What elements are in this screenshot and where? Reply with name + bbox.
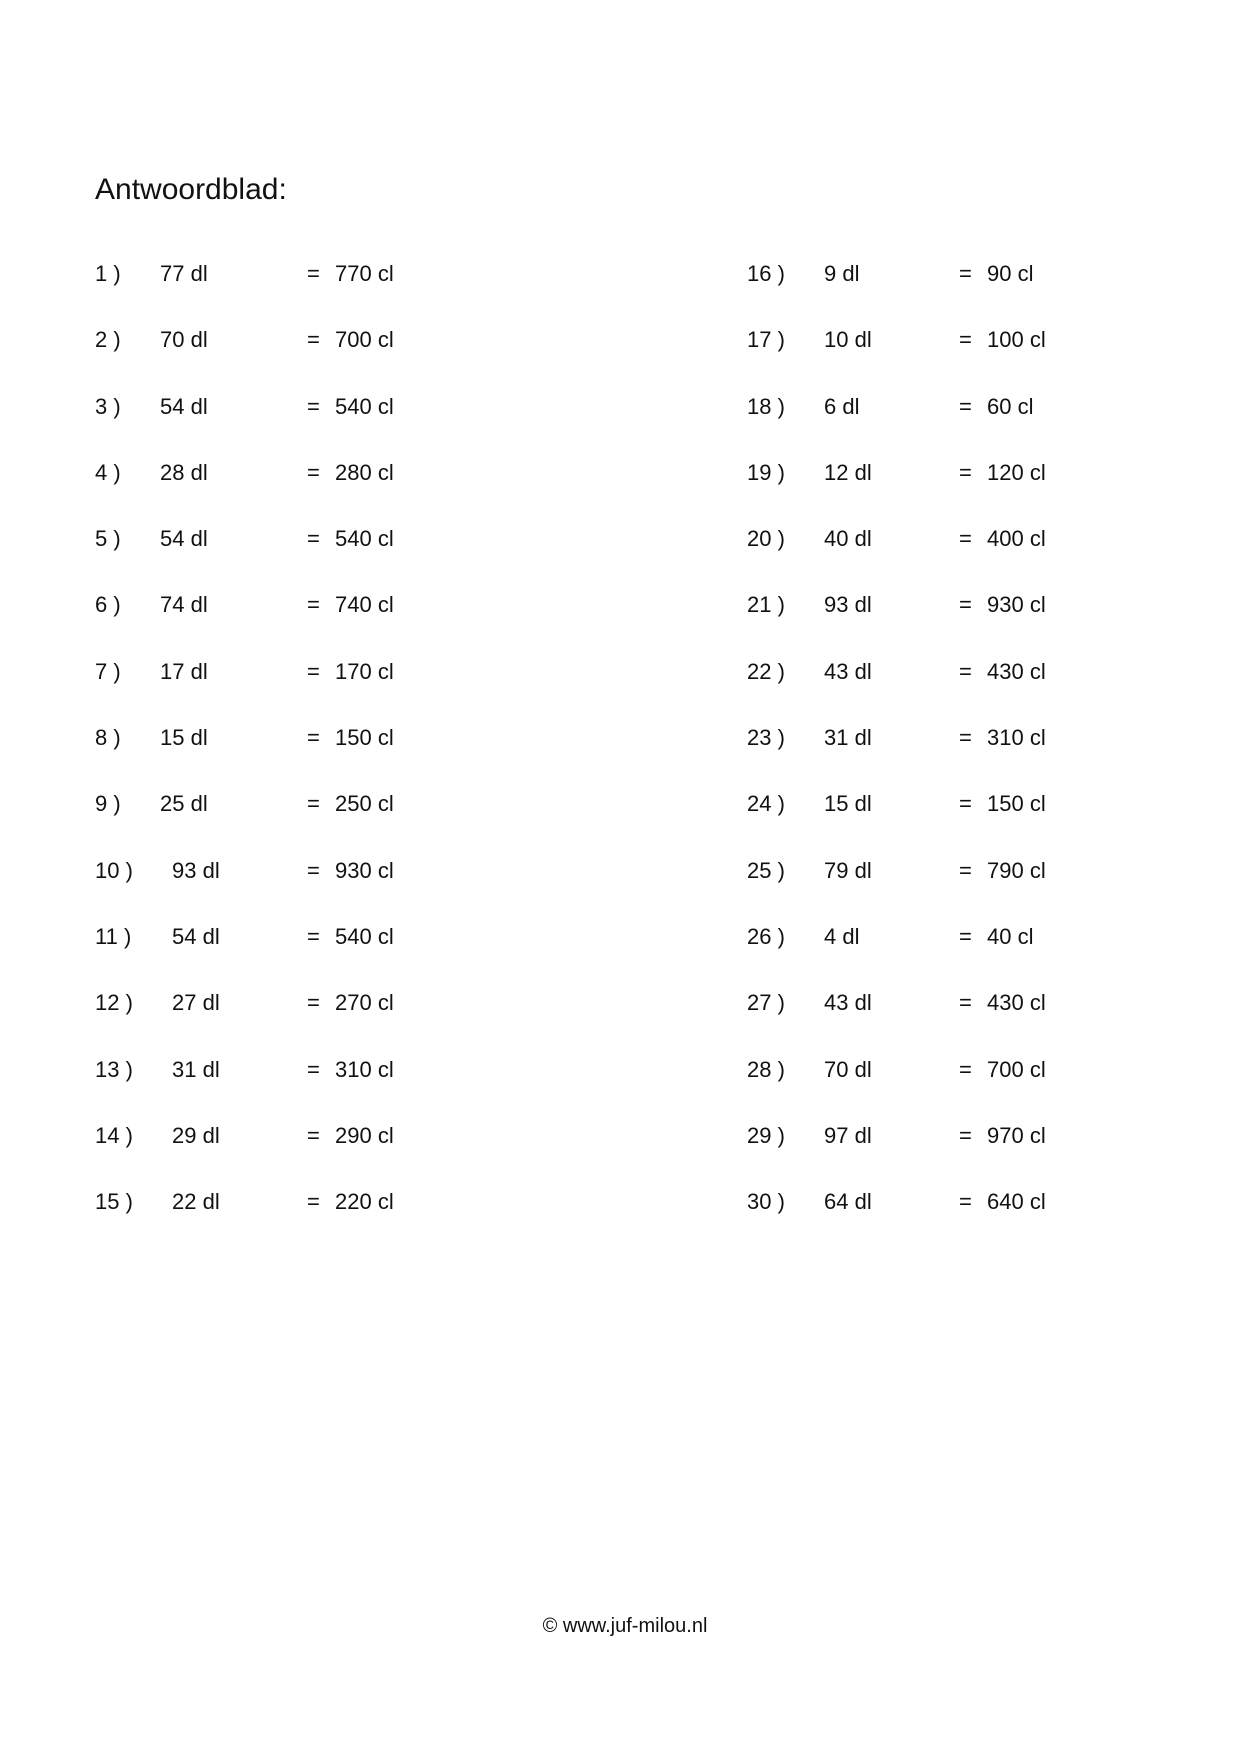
row-quantity: 15 dl (160, 725, 208, 751)
equals-sign: = (307, 459, 320, 485)
answer-row (95, 262, 495, 328)
row-quantity: 25 dl (160, 791, 208, 817)
row-quantity: 15 dl (824, 791, 872, 817)
row-answer: 770 cl (335, 261, 394, 286)
equals-sign: = (959, 1122, 972, 1148)
row-answer: 40 cl (987, 923, 1034, 949)
row-number: 21 ) (747, 592, 785, 618)
answer-row (747, 461, 1147, 527)
row-quantity: 31 dl (824, 725, 872, 751)
row-answer: 430 cl (987, 990, 1046, 1016)
row-quantity: 54 dl (160, 393, 208, 419)
equals-sign: = (307, 725, 320, 751)
equals-sign: = (959, 459, 972, 485)
answer-row (95, 1124, 495, 1190)
equals-sign: = (959, 592, 972, 618)
row-quantity: 74 dl (160, 592, 208, 618)
row-answer: 90 cl (987, 261, 1034, 286)
equals-sign: = (307, 1189, 320, 1215)
equals-sign: = (959, 526, 972, 552)
row-number: 16 ) (747, 261, 785, 286)
row-quantity: 29 dl (172, 1122, 220, 1148)
row-answer: 700 cl (987, 1056, 1046, 1082)
answer-row (747, 1124, 1147, 1190)
row-answer: 310 cl (987, 725, 1046, 751)
row-answer: 970 cl (987, 1122, 1046, 1148)
equals-sign: = (959, 923, 972, 949)
equals-sign: = (959, 990, 972, 1016)
equals-sign: = (959, 1056, 972, 1082)
equals-sign: = (959, 658, 972, 684)
answer-row (747, 1190, 1147, 1256)
row-number: 6 ) (95, 592, 121, 618)
row-number: 17 ) (747, 327, 785, 353)
row-number: 2 ) (95, 327, 121, 353)
row-answer: 170 cl (335, 658, 394, 684)
row-number: 24 ) (747, 791, 785, 817)
answer-row (747, 726, 1147, 792)
answer-row (95, 395, 495, 461)
row-answer: 740 cl (335, 592, 394, 618)
row-quantity: 17 dl (160, 658, 208, 684)
row-number: 9 ) (95, 791, 121, 817)
row-quantity: 12 dl (824, 459, 872, 485)
row-answer: 120 cl (987, 459, 1046, 485)
copyright-footer: © www.juf-milou.nl (542, 1615, 708, 1637)
equals-sign: = (307, 261, 320, 286)
answer-row (95, 1190, 495, 1256)
row-number: 22 ) (747, 658, 785, 684)
answer-row (95, 527, 495, 593)
answer-row (95, 461, 495, 527)
equals-sign: = (307, 791, 320, 817)
row-quantity: 40 dl (824, 526, 872, 552)
answer-row (95, 859, 495, 925)
answer-row (95, 660, 495, 726)
row-number: 19 ) (747, 459, 785, 485)
equals-sign: = (307, 923, 320, 949)
row-number: 14 ) (95, 1122, 133, 1148)
row-number: 20 ) (747, 526, 785, 552)
row-number: 5 ) (95, 526, 121, 552)
row-number: 7 ) (95, 658, 121, 684)
row-quantity: 9 dl (824, 261, 860, 286)
answer-row (95, 726, 495, 792)
row-number: 1 ) (95, 261, 121, 286)
answer-row (747, 660, 1147, 726)
row-quantity: 31 dl (172, 1056, 220, 1082)
row-number: 12 ) (95, 990, 133, 1016)
row-quantity: 70 dl (160, 327, 208, 353)
row-quantity: 70 dl (824, 1056, 872, 1082)
answer-row (747, 593, 1147, 659)
equals-sign: = (959, 791, 972, 817)
answer-row (95, 991, 495, 1057)
answer-row (95, 925, 495, 991)
row-answer: 790 cl (987, 857, 1046, 883)
answer-column-right (747, 262, 1147, 1256)
row-answer: 270 cl (335, 990, 394, 1016)
row-quantity: 77 dl (160, 261, 208, 286)
equals-sign: = (307, 658, 320, 684)
equals-sign: = (307, 393, 320, 419)
row-answer: 100 cl (987, 327, 1046, 353)
answer-row (95, 1058, 495, 1124)
row-number: 13 ) (95, 1056, 133, 1082)
row-quantity: 79 dl (824, 857, 872, 883)
row-number: 29 ) (747, 1122, 785, 1148)
row-quantity: 28 dl (160, 459, 208, 485)
answer-row (747, 1058, 1147, 1124)
row-quantity: 64 dl (824, 1189, 872, 1215)
answer-row (747, 527, 1147, 593)
row-quantity: 6 dl (824, 393, 860, 419)
answer-row (747, 991, 1147, 1057)
row-number: 28 ) (747, 1056, 785, 1082)
answer-row (747, 859, 1147, 925)
page-title: Antwoordblad: (95, 173, 287, 206)
equals-sign: = (959, 261, 972, 286)
equals-sign: = (959, 327, 972, 353)
row-quantity: 10 dl (824, 327, 872, 353)
row-answer: 930 cl (987, 592, 1046, 618)
row-number: 27 ) (747, 990, 785, 1016)
row-quantity: 22 dl (172, 1189, 220, 1215)
row-quantity: 97 dl (824, 1122, 872, 1148)
equals-sign: = (307, 1056, 320, 1082)
equals-sign: = (307, 857, 320, 883)
row-number: 25 ) (747, 857, 785, 883)
answer-row (747, 395, 1147, 461)
row-answer: 400 cl (987, 526, 1046, 552)
row-answer: 220 cl (335, 1189, 394, 1215)
equals-sign: = (959, 1189, 972, 1215)
row-answer: 60 cl (987, 393, 1034, 419)
row-number: 10 ) (95, 857, 133, 883)
equals-sign: = (307, 592, 320, 618)
row-number: 30 ) (747, 1189, 785, 1215)
equals-sign: = (959, 857, 972, 883)
row-quantity: 54 dl (172, 923, 220, 949)
answer-row (95, 328, 495, 394)
equals-sign: = (307, 1122, 320, 1148)
row-quantity: 93 dl (824, 592, 872, 618)
row-quantity: 4 dl (824, 923, 860, 949)
row-answer: 540 cl (335, 393, 394, 419)
row-answer: 280 cl (335, 459, 394, 485)
row-quantity: 27 dl (172, 990, 220, 1016)
row-answer: 290 cl (335, 1122, 394, 1148)
row-quantity: 43 dl (824, 658, 872, 684)
answer-row (747, 925, 1147, 991)
equals-sign: = (307, 526, 320, 552)
row-number: 11 ) (95, 923, 132, 949)
row-answer: 540 cl (335, 923, 394, 949)
answer-column-left (95, 262, 495, 1256)
row-number: 26 ) (747, 923, 785, 949)
row-number: 18 ) (747, 393, 785, 419)
row-answer: 540 cl (335, 526, 394, 552)
row-number: 4 ) (95, 459, 121, 485)
row-answer: 700 cl (335, 327, 394, 353)
row-answer: 930 cl (335, 857, 394, 883)
answer-row (747, 262, 1147, 328)
equals-sign: = (307, 990, 320, 1016)
row-number: 8 ) (95, 725, 121, 751)
answer-row (95, 593, 495, 659)
row-answer: 250 cl (335, 791, 394, 817)
row-answer: 150 cl (987, 791, 1046, 817)
row-answer: 150 cl (335, 725, 394, 751)
row-number: 15 ) (95, 1189, 133, 1215)
row-number: 3 ) (95, 393, 121, 419)
row-quantity: 93 dl (172, 857, 220, 883)
equals-sign: = (959, 725, 972, 751)
answer-row (747, 328, 1147, 394)
equals-sign: = (959, 393, 972, 419)
row-answer: 640 cl (987, 1189, 1046, 1215)
answer-row (95, 792, 495, 858)
row-number: 23 ) (747, 725, 785, 751)
equals-sign: = (307, 327, 320, 353)
row-quantity: 43 dl (824, 990, 872, 1016)
row-answer: 430 cl (987, 658, 1046, 684)
row-answer: 310 cl (335, 1056, 394, 1082)
answer-row (747, 792, 1147, 858)
row-quantity: 54 dl (160, 526, 208, 552)
